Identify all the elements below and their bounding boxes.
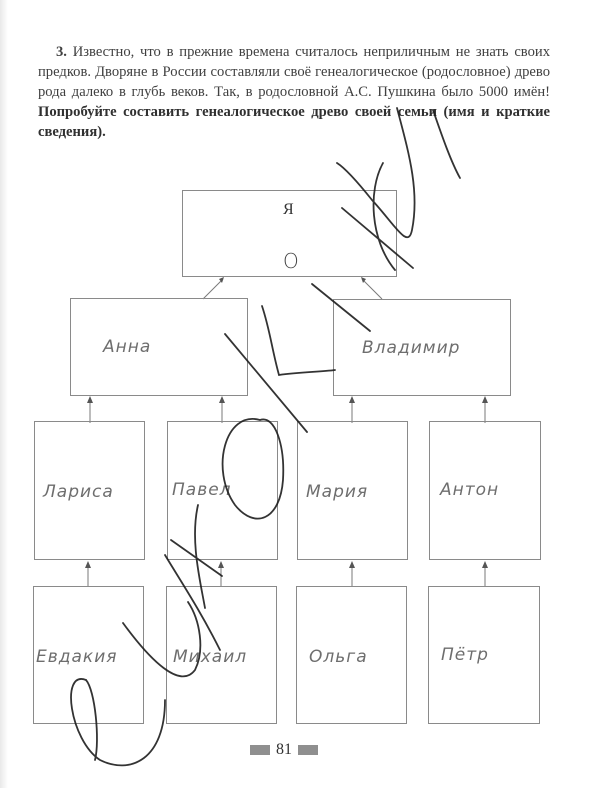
task-text bbox=[38, 42, 550, 142]
task-instruction: Попробуйте составить генеалогическое древо своей семьи (имя и краткие сведения). bbox=[38, 104, 550, 140]
page-number: 81 bbox=[276, 741, 292, 758]
tree-box-grandparent-1[interactable] bbox=[34, 421, 145, 560]
parent-name: Анна bbox=[103, 337, 152, 357]
tree-box-great-grandparent-1[interactable] bbox=[33, 586, 144, 724]
footer-bar-right bbox=[298, 745, 318, 755]
tree-box-parent-mother[interactable] bbox=[70, 298, 248, 396]
great-grandparent-name: Евдакия bbox=[36, 647, 118, 667]
tree-box-grandparent-2[interactable] bbox=[167, 421, 278, 560]
grandparent-name: Антон bbox=[440, 480, 500, 500]
task-number: 3. bbox=[56, 44, 67, 60]
self-label: Я bbox=[283, 201, 294, 218]
footer-bar-left bbox=[250, 745, 270, 755]
great-grandparent-name: Ольга bbox=[309, 647, 368, 667]
tree-box-grandparent-4[interactable] bbox=[429, 421, 541, 560]
tree-box-great-grandparent-3[interactable] bbox=[296, 586, 407, 724]
grandparent-name: Павел bbox=[172, 480, 232, 500]
great-grandparent-name: Михаил bbox=[173, 647, 248, 667]
tree-box-parent-father[interactable] bbox=[333, 299, 511, 396]
tree-box-great-grandparent-2[interactable] bbox=[166, 586, 277, 724]
grandparent-name: Лариса bbox=[43, 482, 114, 502]
tree-box-self[interactable] bbox=[182, 190, 397, 277]
task-paragraph bbox=[38, 42, 550, 142]
grandparent-name: Мария bbox=[306, 482, 369, 502]
page-edge-shadow bbox=[0, 0, 8, 788]
page-footer bbox=[250, 742, 318, 758]
tree-box-grandparent-3[interactable] bbox=[297, 421, 408, 560]
task-intro: Известно, что в прежние времена считалось неприличным не знать своих предков. Дворяне в России составляли своё генеалогическое (родословное) древо рода далеко в глубь веков. Так, в родословной А.С. Пушкина было 5000 имён! bbox=[38, 44, 550, 100]
self-handwritten-mark: О bbox=[283, 249, 300, 273]
great-grandparent-name: Пётр bbox=[441, 645, 489, 665]
parent-name: Владимир bbox=[362, 338, 461, 358]
tree-box-great-grandparent-4[interactable] bbox=[428, 586, 540, 724]
